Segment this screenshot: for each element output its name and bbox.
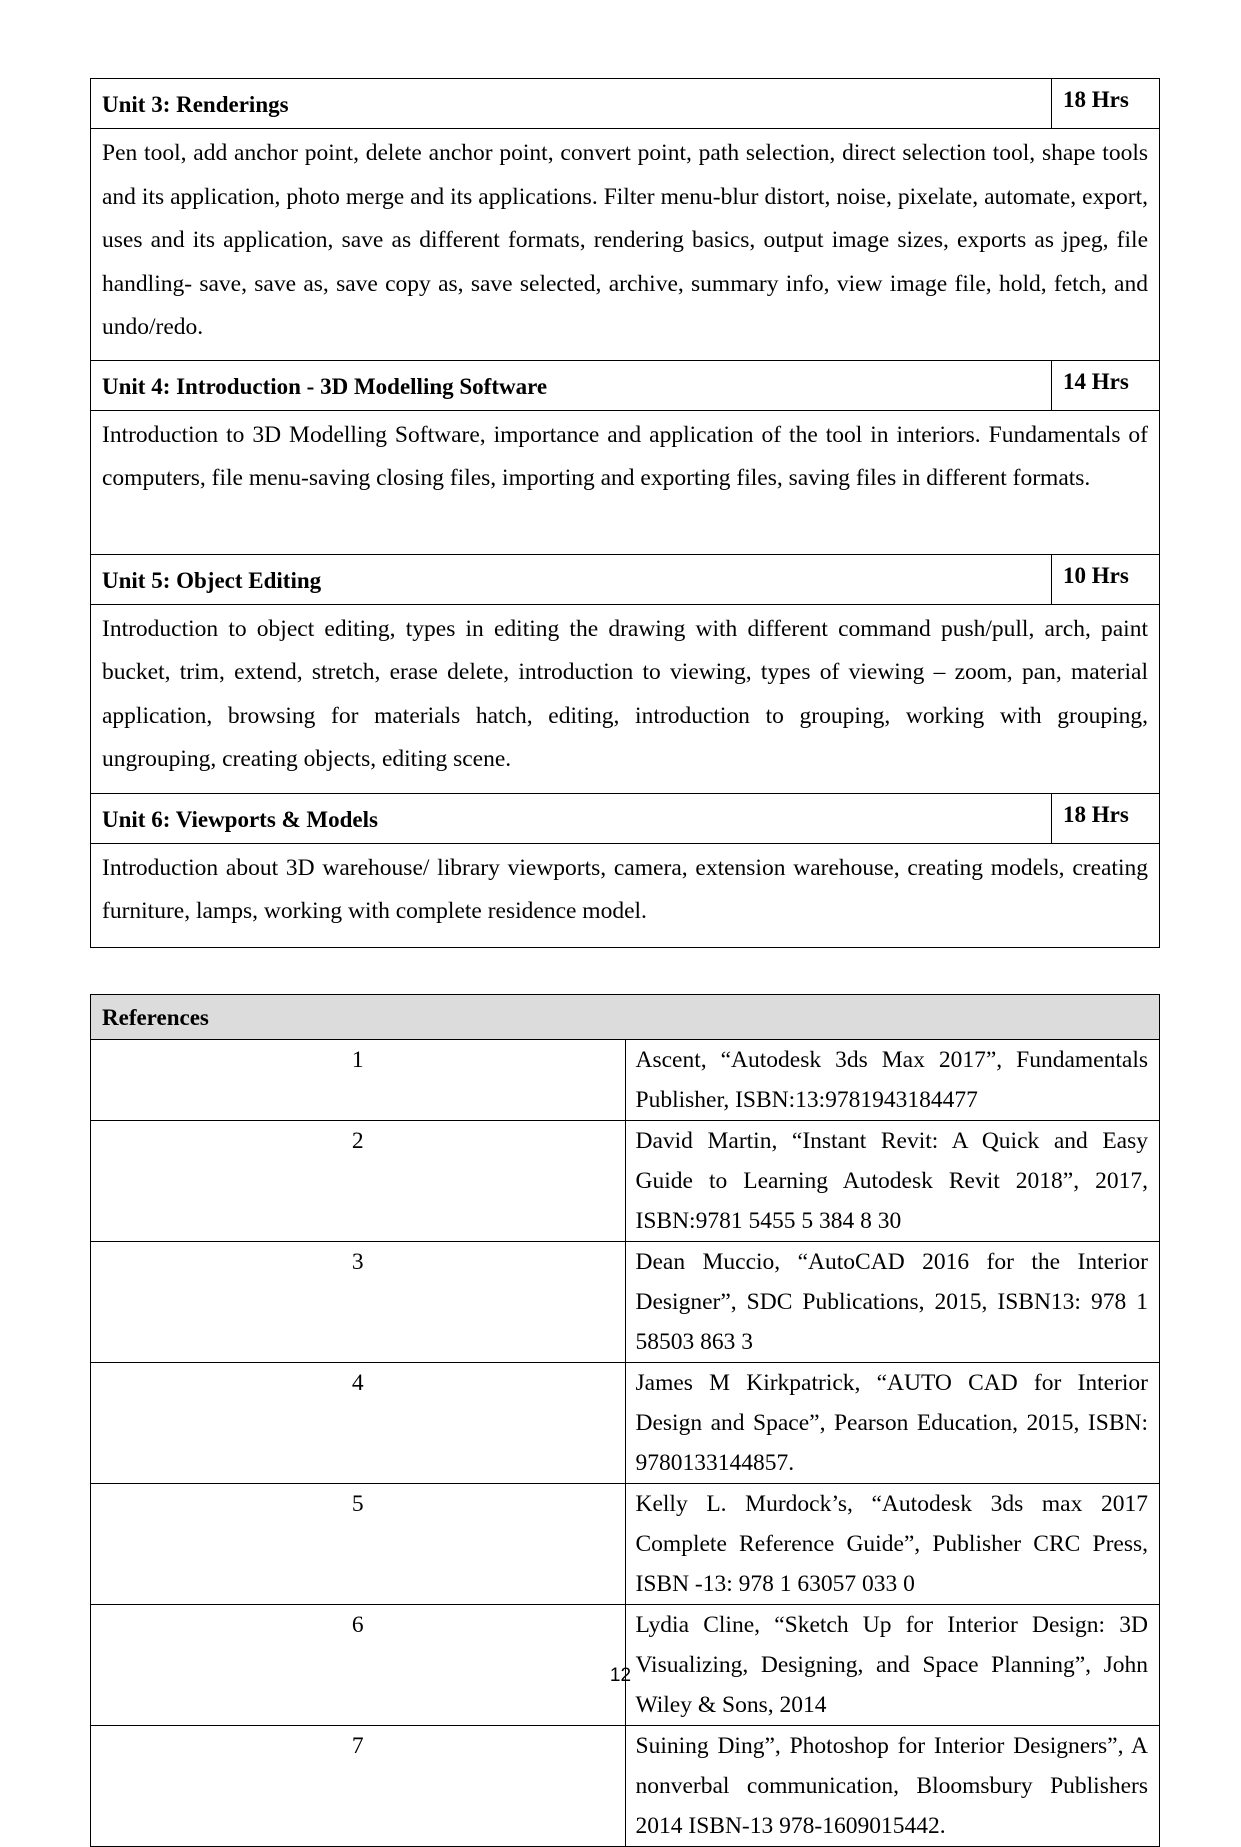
reference-text: Kelly L. Murdock’s, “Autodesk 3ds max 2017 Complete Reference Guide”, Publisher CRC Press, ISBN -13: 978 1 63057 033 0 [625, 1484, 1160, 1605]
reference-text: Lydia Cline, “Sketch Up for Interior Design: 3D Visualizing, Designing, and Space Planning”, John Wiley & Sons, 2014 [625, 1605, 1160, 1726]
unit-body-row [91, 843, 1160, 947]
reference-row [91, 1121, 1160, 1242]
unit-content: Pen tool, add anchor point, delete anchor point, convert point, path selection, direct selection tool, shape tools and its application, photo merge and its applications. Filter menu-blur distort, noise, pixelate, automate, export, uses and its application, save as different formats, rendering basics, output image sizes, exports as jpeg, file handling- save, save as, save copy as, save selected, archive, summary info, view image file, hold, fetch, and undo/redo. [91, 129, 1160, 361]
unit-title: Unit 6: Viewports & Models [91, 793, 1052, 843]
reference-text: Ascent, “Autodesk 3ds Max 2017”, Fundamentals Publisher, ISBN:13:9781943184477 [625, 1040, 1160, 1121]
reference-row [91, 1726, 1160, 1847]
page-number: 12 [609, 1665, 632, 1686]
reference-number: 7 [91, 1726, 626, 1847]
reference-row [91, 1242, 1160, 1363]
unit-header-row [91, 554, 1160, 604]
unit-body-row [91, 129, 1160, 361]
reference-text: Dean Muccio, “AutoCAD 2016 for the Interior Designer”, SDC Publications, 2015, ISBN13: 978 1 58503 863 3 [625, 1242, 1160, 1363]
reference-number: 4 [91, 1363, 626, 1484]
unit-hours: 14 Hrs [1052, 360, 1160, 410]
reference-text: James M Kirkpatrick, “AUTO CAD for Interior Design and Space”, Pearson Education, 2015, ISBN: 9780133144857. [625, 1363, 1160, 1484]
unit-header-row [91, 793, 1160, 843]
reference-text: Suining Ding”, Photoshop for Interior Designers”, A nonverbal communication, Bloomsbury Publishers 2014 ISBN-13 978-1609015442. [625, 1726, 1160, 1847]
reference-text: David Martin, “Instant Revit: A Quick and Easy Guide to Learning Autodesk Revit 2018”, 2017, ISBN:9781 5455 5 384 8 30 [625, 1121, 1160, 1242]
unit-hours: 10 Hrs [1052, 554, 1160, 604]
unit-content: Introduction about 3D warehouse/ library viewports, camera, extension warehouse, creating models, creating furniture, lamps, working with complete residence model. [91, 843, 1160, 947]
unit-header-row [91, 360, 1160, 410]
reference-row [91, 1363, 1160, 1484]
reference-number: 5 [91, 1484, 626, 1605]
unit-body-row [91, 604, 1160, 793]
reference-number: 1 [91, 1040, 626, 1121]
unit-title: Unit 3: Renderings [91, 79, 1052, 129]
references-heading: References [91, 995, 1160, 1040]
reference-number: 3 [91, 1242, 626, 1363]
reference-row [91, 1040, 1160, 1121]
reference-number: 6 [91, 1605, 626, 1726]
syllabus-units-table [90, 78, 1160, 948]
reference-row [91, 1484, 1160, 1605]
unit-title: Unit 5: Object Editing [91, 554, 1052, 604]
reference-number: 2 [91, 1121, 626, 1242]
references-table [90, 994, 1160, 1847]
unit-title: Unit 4: Introduction - 3D Modelling Software [91, 360, 1052, 410]
unit-header-row [91, 79, 1160, 129]
unit-content: Introduction to object editing, types in editing the drawing with different command push/pull, arch, paint bucket, trim, extend, stretch, erase delete, introduction to viewing, types of viewing – zoom, pan, material application, browsing for materials hatch, editing, introduction to grouping, working with grouping, ungrouping, creating objects, editing scene. [91, 604, 1160, 793]
unit-body-row [91, 410, 1160, 554]
references-header-row [91, 995, 1160, 1040]
unit-hours: 18 Hrs [1052, 79, 1160, 129]
unit-hours: 18 Hrs [1052, 793, 1160, 843]
unit-content: Introduction to 3D Modelling Software, importance and application of the tool in interiors. Fundamentals of computers, file menu-saving closing files, importing and exporting files, saving files in different formats. [91, 410, 1160, 554]
